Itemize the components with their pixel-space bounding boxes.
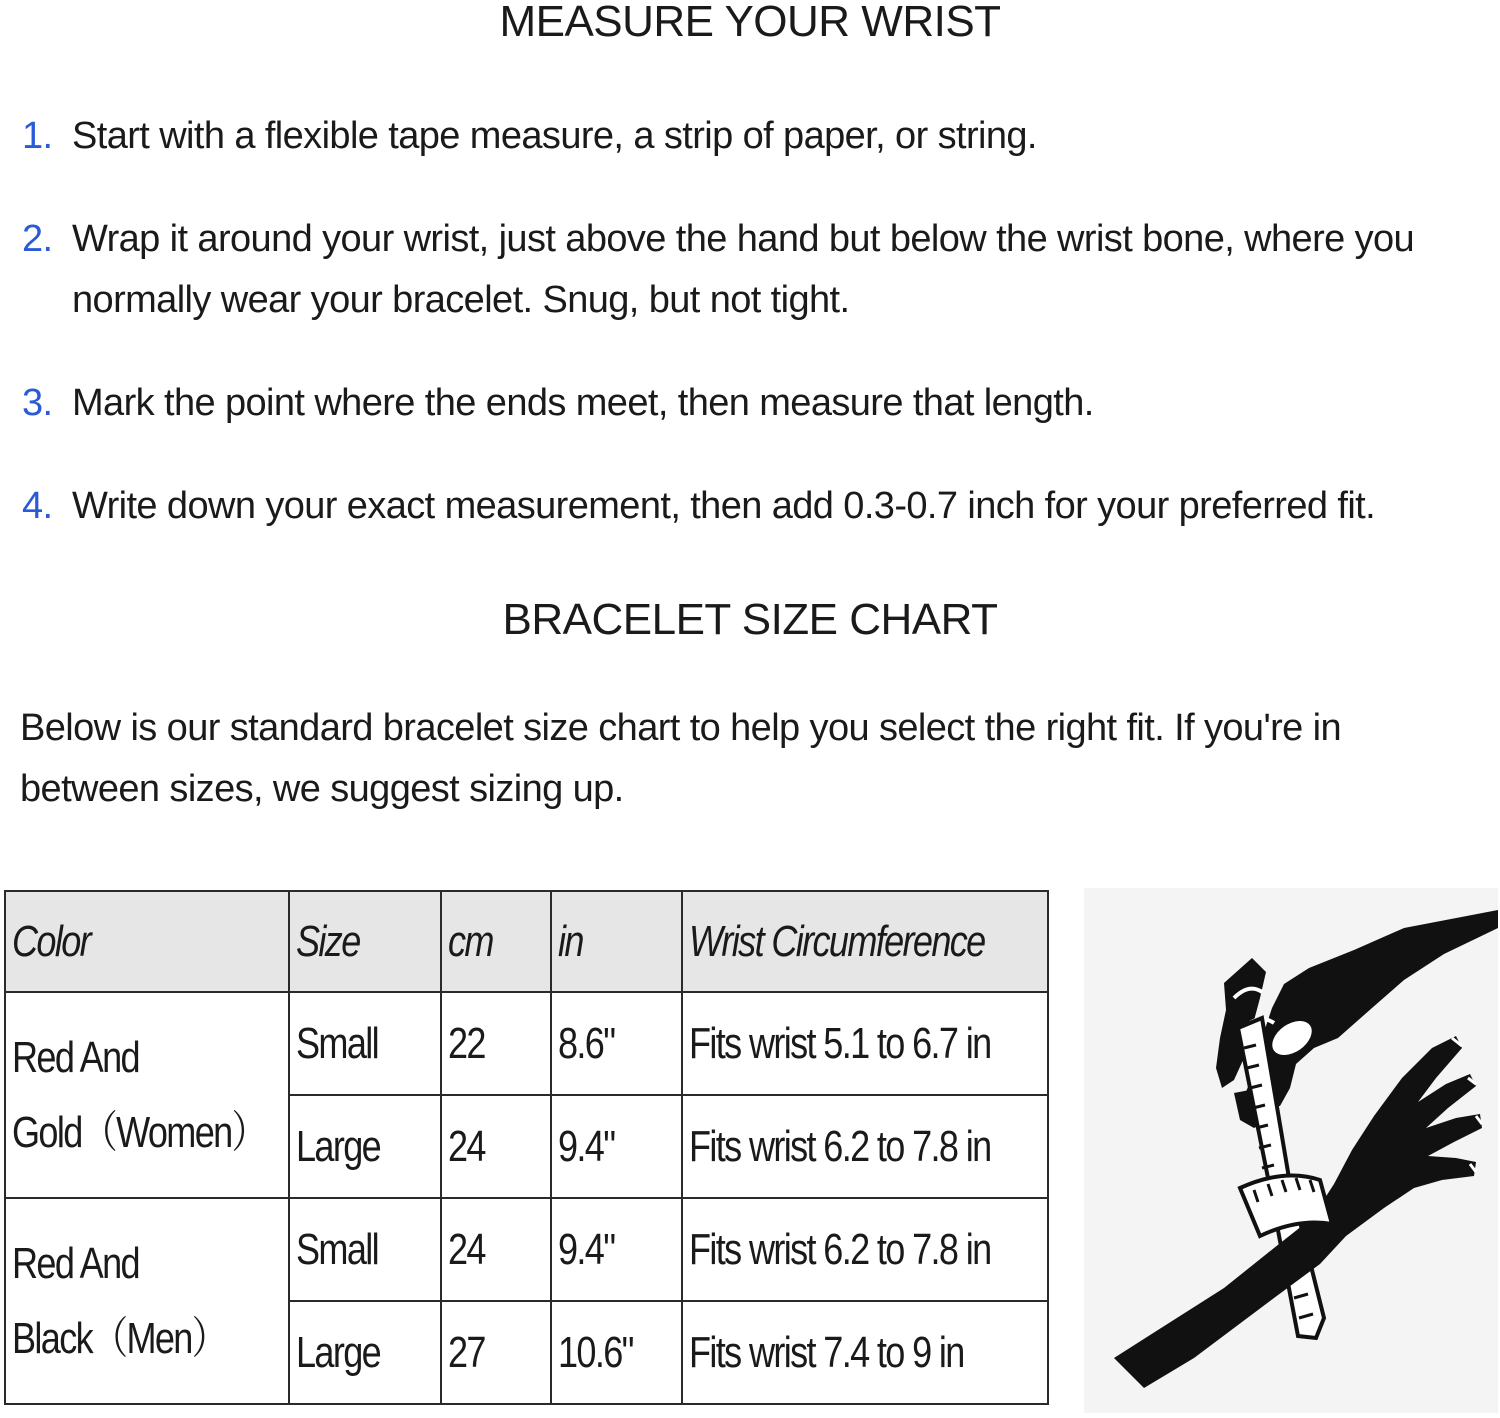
in-cell: 8.6" xyxy=(551,992,682,1095)
header-color: Color xyxy=(5,891,289,992)
size-cell: Small xyxy=(289,1198,441,1301)
color-line: Red And xyxy=(12,1033,139,1082)
wrist-cell: Fits wrist 6.2 to 7.8 in xyxy=(682,1198,1048,1301)
hand-measuring-wrist-icon xyxy=(1084,888,1498,1413)
step-text: Write down your exact measurement, then add 0.3-0.7 inch for your preferred fit. xyxy=(72,485,1376,527)
header-cm: cm xyxy=(441,891,551,992)
table-row xyxy=(5,992,1048,1095)
in-cell: 10.6" xyxy=(551,1301,682,1404)
in-cell: 9.4" xyxy=(551,1095,682,1198)
step-item xyxy=(22,373,1492,434)
size-chart-table xyxy=(4,890,1049,1405)
wrist-measuring-tape-illustration xyxy=(1084,888,1498,1413)
cm-cell: 27 xyxy=(441,1301,551,1404)
step-number: 1. xyxy=(22,115,53,157)
table-header-row xyxy=(5,891,1048,992)
measure-steps-list xyxy=(22,106,1492,537)
size-chart-title: BRACELET SIZE CHART xyxy=(502,595,998,644)
color-line: Black（Men） xyxy=(12,1314,227,1363)
step-text: Mark the point where the ends meet, then measure that length. xyxy=(72,382,1094,424)
step-text: Start with a flexible tape measure, a strip of paper, or string. xyxy=(72,115,1037,157)
cm-cell: 24 xyxy=(441,1095,551,1198)
color-line: Red And xyxy=(12,1239,139,1288)
color-cell-men xyxy=(5,1198,289,1404)
size-cell: Large xyxy=(289,1095,441,1198)
size-chart-intro: Below is our standard bracelet size chart to help you select the right fit. If you're in between sizes, we suggest sizing up. xyxy=(20,707,1342,810)
step-number: 4. xyxy=(22,485,53,527)
table-row xyxy=(5,1198,1048,1301)
step-number: 3. xyxy=(22,382,53,424)
color-line: Gold（Women） xyxy=(12,1108,266,1157)
step-item xyxy=(22,476,1492,537)
step-number: 2. xyxy=(22,218,53,260)
wrist-cell: Fits wrist 7.4 to 9 in xyxy=(682,1301,1048,1404)
cm-cell: 24 xyxy=(441,1198,551,1301)
header-in: in xyxy=(551,891,682,992)
step-item xyxy=(22,209,1492,331)
header-wrist-circumference: Wrist Circumference xyxy=(682,891,1048,992)
size-cell: Large xyxy=(289,1301,441,1404)
step-item xyxy=(22,106,1492,167)
size-cell: Small xyxy=(289,992,441,1095)
in-cell: 9.4" xyxy=(551,1198,682,1301)
step-text: Wrap it around your wrist, just above the hand but below the wrist bone, where you normally wear your bracelet. Snug, but not tight. xyxy=(72,218,1415,321)
measure-title: MEASURE YOUR WRIST xyxy=(499,0,1001,46)
wrist-cell: Fits wrist 6.2 to 7.8 in xyxy=(682,1095,1048,1198)
cm-cell: 22 xyxy=(441,992,551,1095)
color-cell-women xyxy=(5,992,289,1198)
wrist-cell: Fits wrist 5.1 to 6.7 in xyxy=(682,992,1048,1095)
header-size: Size xyxy=(289,891,441,992)
